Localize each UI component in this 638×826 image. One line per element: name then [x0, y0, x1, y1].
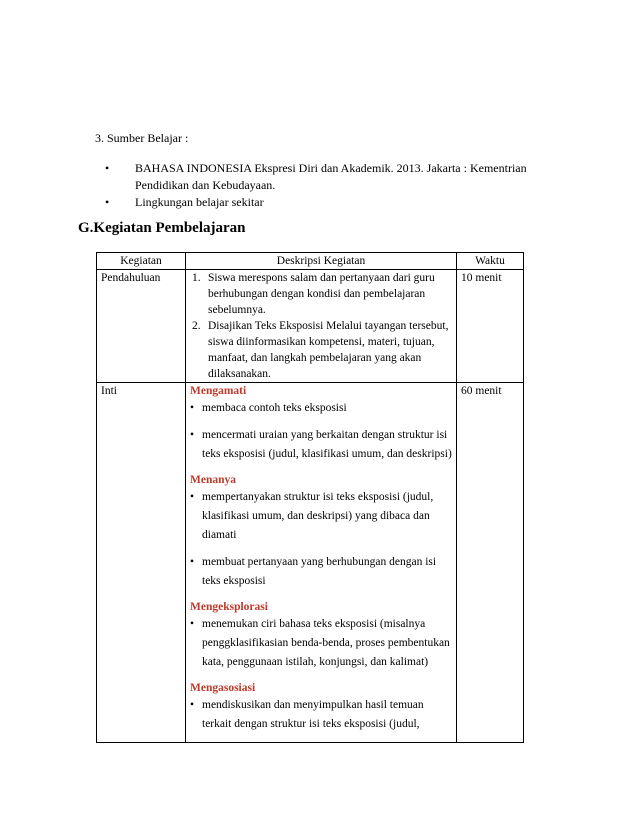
bullet-icon: •	[105, 195, 110, 209]
list-item: • BAHASA INDONESIA Ekspresi Diri dan Akademik. 2013. Jakarta : Kementrian Pendidikan dan Kebudayaan.	[105, 161, 527, 192]
cell-kegiatan: Inti	[97, 383, 186, 743]
header-waktu: Waktu	[457, 253, 524, 270]
kegiatan-table	[96, 252, 524, 743]
list-item: 2. Disajikan Teks Eksposisi Melalui tayangan tersebut, siswa diinformasikan kompetensi, materi, tujuan, manfaat, dan langkah pembelajaran yang akan dilaksanakan.	[192, 320, 449, 380]
header-deskripsi: Deskripsi Kegiatan	[186, 253, 457, 270]
cell-waktu: 60 menit	[457, 383, 524, 743]
cell-kegiatan: Pendahuluan	[97, 270, 186, 383]
list-item: • mendiskusikan dan menyimpulkan hasil temuan terkait dengan struktur isi teks eksposisi (judul,	[190, 696, 452, 734]
list-item: • menemukan ciri bahasa teks eksposisi (misalnya penggklasifikasian benda-benda, proses pembentukan kata, penggunaan istilah, konjungsi, dan kalimat)	[190, 615, 452, 672]
bullet-icon: •	[190, 491, 195, 503]
bullet-icon: •	[105, 161, 110, 175]
bullet-icon: •	[190, 402, 195, 414]
cell-deskripsi	[186, 383, 457, 743]
list-item: • membaca contoh teks eksposisi	[190, 399, 452, 418]
list-item: • Lingkungan belajar sekitar	[105, 195, 264, 209]
header-kegiatan: Kegiatan	[97, 253, 186, 270]
list-item: 1. Siswa merespons salam dan pertanyaan dari guru berhubungan dengan kondisi dan pembelajaran sebelumnya.	[192, 272, 435, 316]
stage-title: Mengasosiasi	[190, 682, 256, 694]
bullet-icon: •	[190, 618, 195, 630]
numbered-list	[190, 270, 452, 382]
list-item: • mempertanyakan struktur isi teks eksposisi (judul, klasifikasi umum, dan deskripsi) yang dibaca dan diamati	[190, 488, 452, 545]
stage-title: Menanya	[190, 474, 236, 486]
stage-title: Mengeksplorasi	[190, 601, 268, 613]
table-header-row	[97, 253, 524, 270]
cell-deskripsi	[186, 270, 457, 383]
bullet-icon: •	[190, 429, 195, 441]
section-title: G.Kegiatan Pembelajaran	[78, 220, 246, 236]
cell-waktu: 10 menit	[457, 270, 524, 383]
list-item: • mencermati uraian yang berkaitan dengan struktur isi teks eksposisi (judul, klasifikasi umum, dan deskripsi)	[190, 426, 452, 464]
table-row	[97, 270, 524, 383]
bullet-icon: •	[190, 556, 195, 568]
sumber-belajar-heading: 3. Sumber Belajar :	[95, 131, 189, 145]
sumber-belajar-list	[105, 160, 575, 211]
table-row	[97, 383, 524, 743]
list-item: • membuat pertanyaan yang berhubungan dengan isi teks eksposisi	[190, 553, 452, 591]
bullet-icon: •	[190, 699, 195, 711]
stage-title: Mengamati	[190, 385, 247, 397]
